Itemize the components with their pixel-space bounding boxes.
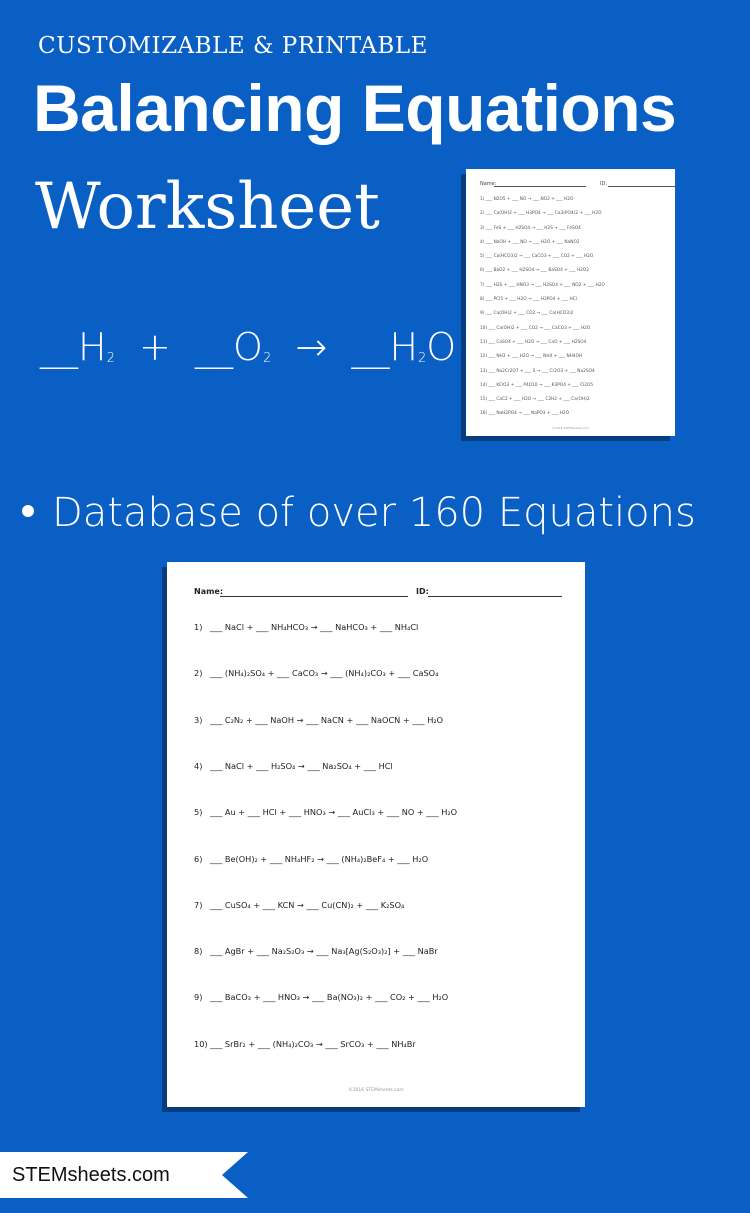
equation-number: 1) <box>194 622 203 632</box>
equation-number: 7) <box>194 899 203 910</box>
equation-row <box>194 761 393 771</box>
feature-text: Database of over 160 Equations <box>52 490 696 536</box>
thumb-row: 7) ___ H2S + ___ HNO3 → ___ H2SO4 + ___ NO2 + ___ H2O <box>480 282 605 288</box>
name-label: Name: <box>194 587 224 596</box>
thumb-row: 5) ___ Ca(HCO3)2 → ___ CaCO3 + ___ CO2 + ___ H2O <box>480 254 594 260</box>
thumb-name-line <box>494 186 586 187</box>
thumb-row: 8) ___ PCl5 + ___ H2O → ___ H3PO4 + ___ HCl <box>480 297 577 303</box>
equation-row <box>194 900 404 910</box>
equation-text: ___ SrBr₂ + ___ (NH₄)₂CO₃ → ___ SrCO₃ + ___ NH₄Br <box>210 1038 416 1049</box>
arrow-icon: → <box>295 325 328 369</box>
equation-row <box>194 854 428 864</box>
blank: __ <box>351 325 390 369</box>
thumb-row: 1) ___ N2O5 + ___ NO → ___ NO2 + ___ H2O <box>480 197 574 202</box>
thumb-row: 11) ___ CaSO4 + ___ H2O → ___ CaO + ___ H2SO4 <box>480 339 587 345</box>
equation-text: ___ NaCl + ___ NH₄HCO₃ → ___ NaHCO₃ + ___ NH₄Cl <box>210 622 419 632</box>
sheet-header <box>194 587 564 599</box>
equation-row <box>194 668 438 678</box>
equation-number: 5) <box>194 807 203 818</box>
element-h: H <box>389 325 419 369</box>
thumb-footer: ©2016 STEMsheets.com <box>551 426 590 430</box>
element-o: O <box>233 325 263 369</box>
id-label: ID: <box>416 587 429 596</box>
subscript: 2 <box>418 351 427 366</box>
blank: __ <box>195 325 234 369</box>
banner-text: STEMsheets.com <box>12 1164 170 1186</box>
equation-text: ___ CuSO₄ + ___ KCN → ___ Cu(CN)₂ + ___ K₂SO₄ <box>210 899 405 910</box>
page-subtitle: Worksheet <box>35 170 380 244</box>
thumb-row: 3) ___ FeS + ___ H2SO4 → ___ H2S + ___ FeSO4 <box>480 225 581 231</box>
thumbnail-worksheet <box>466 169 675 436</box>
equation-text: ___ Be(OH)₂ + ___ NH₄HF₂ → ___ (NH₄)₂BeF₄ + ___ H₂O <box>210 853 429 864</box>
thumb-row: 6) ___ BaO2 + ___ H2SO4 → ___ BaSO4 + ___ H2O2 <box>480 268 590 274</box>
thumb-row: 14) ___ KClO3 + ___ P4O10 → ___ K3PO4 + ___ Cl2O5 <box>480 382 594 388</box>
element-h: H <box>78 325 107 369</box>
equation-text: ___ Au + ___ HCl + ___ HNO₃ → ___ AuCl₃ + ___ NO + ___ H₂O <box>210 807 458 818</box>
equation-row <box>194 1039 416 1049</box>
feature-bullet <box>22 490 696 536</box>
equation-number: 2) <box>194 668 203 679</box>
thumb-row: 16) ___ NaH2PO4 → ___ NaPO3 + ___ H2O <box>480 411 570 417</box>
id-line <box>428 596 562 597</box>
equation-text: ___ C₂N₂ + ___ NaOH → ___ NaCN + ___ NaOCN + ___ H₂O <box>210 714 444 725</box>
plus-sign: + <box>139 325 171 369</box>
equation-text: ___ BaCO₃ + ___ HNO₃ → ___ Ba(NO₃)₂ + ___ CO₂ + ___ H₂O <box>210 992 449 1003</box>
thumb-row: 15) ___ CaC2 + ___ H2O → ___ C2H2 + ___ Ca(OH)2 <box>480 397 590 403</box>
equation-text: ___ NaCl + ___ H₂SO₄ → ___ Na₂SO₄ + ___ HCl <box>210 760 393 771</box>
equation-number: 3) <box>194 714 203 725</box>
thumb-row: 13) ___ Na2Cr2O7 + ___ S → ___ Cr2O3 + ___ Na2SO4 <box>480 368 595 374</box>
thumb-row: 9) ___ Ca(OH)2 + ___ CO2 → ___ Ca(HCO3)2 <box>480 311 574 317</box>
equation-number: 9) <box>194 992 203 1003</box>
example-equation <box>40 325 456 369</box>
bullet-dot-icon <box>22 505 34 517</box>
thumb-name-label: Name: <box>480 181 497 187</box>
equation-number: 4) <box>194 760 203 771</box>
element-o: O <box>426 325 457 369</box>
page-title: Balancing Equations <box>33 71 677 145</box>
worksheet-preview <box>167 562 585 1107</box>
equation-number: 8) <box>194 946 203 957</box>
equation-text: ___ AgBr + ___ Na₂S₂O₃ → ___ Na₃[Ag(S₂O₃)₂] + ___ NaBr <box>210 946 438 957</box>
thumb-id-line <box>608 186 676 187</box>
equation-row <box>194 622 418 632</box>
equation-row <box>194 946 438 956</box>
thumb-row: 12) ___ NH3 + ___ H2O → ___ NH4 + ___ NH4OH <box>480 354 583 360</box>
thumb-rows <box>480 197 665 426</box>
thumb-id-label: ID: <box>600 181 608 187</box>
thumb-row: 10) ___ Ca(OH)2 + ___ CO2 → ___ CaCO3 + ___ H2O <box>480 325 591 331</box>
thumb-row: 2) ___ Ca(OH)2 + ___ H3PO4 → ___ Ca3(PO4)2 + ___ H2O <box>480 211 602 217</box>
equation-text: ___ (NH₄)₂SO₄ + ___ CaCO₃ → ___ (NH₄)₂CO₃ + ___ CaSO₄ <box>210 668 439 679</box>
equation-row <box>194 807 457 817</box>
equation-row <box>194 715 443 725</box>
subscript: 2 <box>262 351 272 366</box>
thumb-row: 4) ___ NaOH + ___ NO → ___ H2O + ___ NaNO2 <box>480 239 580 245</box>
subscript: 2 <box>106 351 115 366</box>
site-banner[interactable] <box>0 1152 248 1198</box>
equation-number: 6) <box>194 853 203 864</box>
sheet-footer: ©2016 STEMsheets.com <box>348 1088 404 1093</box>
name-line <box>220 596 408 597</box>
blank: __ <box>40 325 78 369</box>
equation-number: 10) <box>194 1038 208 1049</box>
kicker-text: CUSTOMIZABLE & PRINTABLE <box>38 33 428 59</box>
equation-row <box>194 992 448 1002</box>
